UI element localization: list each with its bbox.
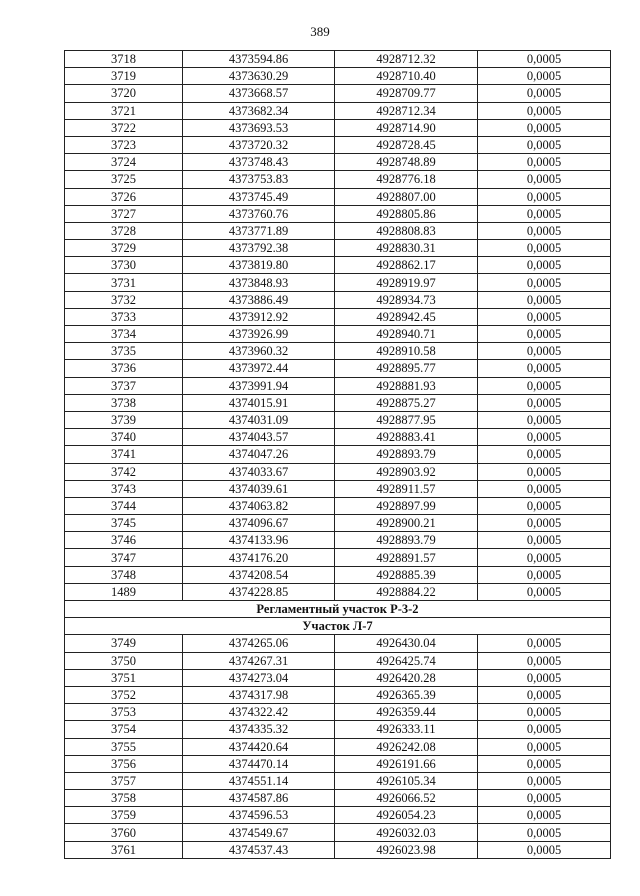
x-coordinate: 4374265.06	[183, 635, 335, 652]
accuracy: 0,0005	[478, 652, 611, 669]
y-coordinate: 4928883.41	[335, 429, 478, 446]
accuracy: 0,0005	[478, 377, 611, 394]
y-coordinate: 4928885.39	[335, 566, 478, 583]
table-row	[65, 222, 611, 239]
accuracy: 0,0005	[478, 721, 611, 738]
table-row	[65, 755, 611, 772]
x-coordinate: 4373819.80	[183, 257, 335, 274]
y-coordinate: 4926054.23	[335, 807, 478, 824]
x-coordinate: 4374031.09	[183, 411, 335, 428]
accuracy: 0,0005	[478, 463, 611, 480]
table-row	[65, 566, 611, 583]
y-coordinate: 4926032.03	[335, 824, 478, 841]
table-row	[65, 669, 611, 686]
y-coordinate: 4926359.44	[335, 704, 478, 721]
x-coordinate: 4373594.86	[183, 51, 335, 68]
table-row	[65, 790, 611, 807]
x-coordinate: 4373926.99	[183, 326, 335, 343]
x-coordinate: 4373720.32	[183, 136, 335, 153]
table-row	[65, 360, 611, 377]
accuracy: 0,0005	[478, 326, 611, 343]
accuracy: 0,0005	[478, 136, 611, 153]
point-number: 3726	[65, 188, 183, 205]
accuracy: 0,0005	[478, 308, 611, 325]
accuracy: 0,0005	[478, 807, 611, 824]
accuracy: 0,0005	[478, 480, 611, 497]
accuracy: 0,0005	[478, 51, 611, 68]
y-coordinate: 4928808.83	[335, 222, 478, 239]
accuracy: 0,0005	[478, 566, 611, 583]
page-number: 389	[310, 24, 330, 39]
y-coordinate: 4928712.34	[335, 102, 478, 119]
point-number: 3729	[65, 240, 183, 257]
table-row	[65, 291, 611, 308]
accuracy: 0,0005	[478, 240, 611, 257]
table-row	[65, 411, 611, 428]
y-coordinate: 4928776.18	[335, 171, 478, 188]
y-coordinate: 4926191.66	[335, 755, 478, 772]
x-coordinate: 4374537.43	[183, 841, 335, 858]
point-number: 3748	[65, 566, 183, 583]
point-number: 3731	[65, 274, 183, 291]
point-number: 3738	[65, 394, 183, 411]
accuracy: 0,0005	[478, 635, 611, 652]
point-number: 3725	[65, 171, 183, 188]
table-row	[65, 205, 611, 222]
table-row	[65, 721, 611, 738]
x-coordinate: 4374015.91	[183, 394, 335, 411]
y-coordinate: 4926333.11	[335, 721, 478, 738]
point-number: 3728	[65, 222, 183, 239]
accuracy: 0,0005	[478, 549, 611, 566]
accuracy: 0,0005	[478, 497, 611, 514]
subsection-title: Участок Л-7	[65, 618, 611, 635]
accuracy: 0,0005	[478, 429, 611, 446]
table-row	[65, 51, 611, 68]
x-coordinate: 4373912.92	[183, 308, 335, 325]
accuracy: 0,0005	[478, 360, 611, 377]
x-coordinate: 4373760.76	[183, 205, 335, 222]
point-number: 3737	[65, 377, 183, 394]
y-coordinate: 4926430.04	[335, 635, 478, 652]
accuracy: 0,0005	[478, 686, 611, 703]
y-coordinate: 4928942.45	[335, 308, 478, 325]
accuracy: 0,0005	[478, 85, 611, 102]
table-row	[65, 257, 611, 274]
point-number: 3733	[65, 308, 183, 325]
table-row	[65, 377, 611, 394]
accuracy: 0,0005	[478, 704, 611, 721]
point-number: 3723	[65, 136, 183, 153]
point-number: 3760	[65, 824, 183, 841]
table-row	[65, 119, 611, 136]
y-coordinate: 4928714.90	[335, 119, 478, 136]
table-row	[65, 188, 611, 205]
point-number: 3732	[65, 291, 183, 308]
point-number: 3758	[65, 790, 183, 807]
table-row	[65, 635, 611, 652]
y-coordinate: 4928709.77	[335, 85, 478, 102]
accuracy: 0,0005	[478, 119, 611, 136]
x-coordinate: 4374549.67	[183, 824, 335, 841]
x-coordinate: 4373748.43	[183, 154, 335, 171]
y-coordinate: 4926425.74	[335, 652, 478, 669]
point-number: 3735	[65, 343, 183, 360]
x-coordinate: 4373630.29	[183, 68, 335, 85]
x-coordinate: 4374470.14	[183, 755, 335, 772]
y-coordinate: 4928893.79	[335, 532, 478, 549]
point-number: 3754	[65, 721, 183, 738]
x-coordinate: 4373972.44	[183, 360, 335, 377]
table-row	[65, 463, 611, 480]
point-number: 1489	[65, 583, 183, 600]
x-coordinate: 4374317.98	[183, 686, 335, 703]
point-number: 3757	[65, 772, 183, 789]
accuracy: 0,0005	[478, 669, 611, 686]
point-number: 3755	[65, 738, 183, 755]
y-coordinate: 4926242.08	[335, 738, 478, 755]
table-row	[65, 85, 611, 102]
point-number: 3722	[65, 119, 183, 136]
x-coordinate: 4374228.85	[183, 583, 335, 600]
coordinates-table	[64, 50, 611, 859]
accuracy: 0,0005	[478, 772, 611, 789]
accuracy: 0,0005	[478, 102, 611, 119]
table-row	[65, 154, 611, 171]
table-body-before	[65, 51, 611, 601]
x-coordinate: 4374273.04	[183, 669, 335, 686]
accuracy: 0,0005	[478, 755, 611, 772]
y-coordinate: 4928919.97	[335, 274, 478, 291]
y-coordinate: 4928830.31	[335, 240, 478, 257]
x-coordinate: 4374176.20	[183, 549, 335, 566]
table-row	[65, 549, 611, 566]
point-number: 3719	[65, 68, 183, 85]
point-number: 3739	[65, 411, 183, 428]
x-coordinate: 4373668.57	[183, 85, 335, 102]
accuracy: 0,0005	[478, 583, 611, 600]
accuracy: 0,0005	[478, 790, 611, 807]
y-coordinate: 4928712.32	[335, 51, 478, 68]
x-coordinate: 4374133.96	[183, 532, 335, 549]
x-coordinate: 4374587.86	[183, 790, 335, 807]
table-body-after	[65, 635, 611, 858]
x-coordinate: 4374322.42	[183, 704, 335, 721]
x-coordinate: 4373792.38	[183, 240, 335, 257]
point-number: 3741	[65, 446, 183, 463]
accuracy: 0,0005	[478, 532, 611, 549]
table-row	[65, 171, 611, 188]
point-number: 3747	[65, 549, 183, 566]
point-number: 3751	[65, 669, 183, 686]
point-number: 3734	[65, 326, 183, 343]
y-coordinate: 4926023.98	[335, 841, 478, 858]
x-coordinate: 4374063.82	[183, 497, 335, 514]
table-row	[65, 446, 611, 463]
point-number: 3724	[65, 154, 183, 171]
table-row	[65, 686, 611, 703]
table-row	[65, 515, 611, 532]
x-coordinate: 4373693.53	[183, 119, 335, 136]
table-row	[65, 583, 611, 600]
subsection-row	[65, 618, 611, 635]
accuracy: 0,0005	[478, 394, 611, 411]
accuracy: 0,0005	[478, 411, 611, 428]
y-coordinate: 4928748.89	[335, 154, 478, 171]
table-row	[65, 326, 611, 343]
x-coordinate: 4374267.31	[183, 652, 335, 669]
point-number: 3750	[65, 652, 183, 669]
point-number: 3743	[65, 480, 183, 497]
point-number: 3749	[65, 635, 183, 652]
point-number: 3746	[65, 532, 183, 549]
point-number: 3756	[65, 755, 183, 772]
y-coordinate: 4928891.57	[335, 549, 478, 566]
y-coordinate: 4928940.71	[335, 326, 478, 343]
accuracy: 0,0005	[478, 738, 611, 755]
table-row	[65, 807, 611, 824]
table-row	[65, 240, 611, 257]
x-coordinate: 4373848.93	[183, 274, 335, 291]
table-row	[65, 394, 611, 411]
table-row	[65, 343, 611, 360]
accuracy: 0,0005	[478, 291, 611, 308]
x-coordinate: 4374208.54	[183, 566, 335, 583]
accuracy: 0,0005	[478, 841, 611, 858]
y-coordinate: 4926105.34	[335, 772, 478, 789]
table-row	[65, 68, 611, 85]
point-number: 3718	[65, 51, 183, 68]
y-coordinate: 4928884.22	[335, 583, 478, 600]
point-number: 3759	[65, 807, 183, 824]
table-row	[65, 532, 611, 549]
y-coordinate: 4928893.79	[335, 446, 478, 463]
table-row	[65, 772, 611, 789]
point-number: 3736	[65, 360, 183, 377]
accuracy: 0,0005	[478, 154, 611, 171]
accuracy: 0,0005	[478, 824, 611, 841]
point-number: 3720	[65, 85, 183, 102]
y-coordinate: 4926365.39	[335, 686, 478, 703]
section-title: Регламентный участок Р-3-2	[65, 601, 611, 618]
y-coordinate: 4928895.77	[335, 360, 478, 377]
x-coordinate: 4373886.49	[183, 291, 335, 308]
y-coordinate: 4928875.27	[335, 394, 478, 411]
table-row	[65, 274, 611, 291]
x-coordinate: 4373960.32	[183, 343, 335, 360]
point-number: 3761	[65, 841, 183, 858]
table-row	[65, 497, 611, 514]
y-coordinate: 4926420.28	[335, 669, 478, 686]
table-row	[65, 480, 611, 497]
table-row	[65, 652, 611, 669]
y-coordinate: 4928897.99	[335, 497, 478, 514]
point-number: 3740	[65, 429, 183, 446]
y-coordinate: 4928910.58	[335, 343, 478, 360]
y-coordinate: 4928900.21	[335, 515, 478, 532]
accuracy: 0,0005	[478, 274, 611, 291]
table-row	[65, 738, 611, 755]
x-coordinate: 4374043.57	[183, 429, 335, 446]
point-number: 3742	[65, 463, 183, 480]
y-coordinate: 4928728.45	[335, 136, 478, 153]
x-coordinate: 4373991.94	[183, 377, 335, 394]
accuracy: 0,0005	[478, 171, 611, 188]
y-coordinate: 4928807.00	[335, 188, 478, 205]
accuracy: 0,0005	[478, 205, 611, 222]
y-coordinate: 4928805.86	[335, 205, 478, 222]
point-number: 3730	[65, 257, 183, 274]
x-coordinate: 4373682.34	[183, 102, 335, 119]
accuracy: 0,0005	[478, 515, 611, 532]
point-number: 3721	[65, 102, 183, 119]
accuracy: 0,0005	[478, 446, 611, 463]
table-row	[65, 704, 611, 721]
section-headers	[65, 601, 611, 635]
accuracy: 0,0005	[478, 222, 611, 239]
x-coordinate: 4374420.64	[183, 738, 335, 755]
point-number: 3753	[65, 704, 183, 721]
table-row	[65, 824, 611, 841]
point-number: 3727	[65, 205, 183, 222]
x-coordinate: 4374596.53	[183, 807, 335, 824]
x-coordinate: 4374335.32	[183, 721, 335, 738]
x-coordinate: 4373771.89	[183, 222, 335, 239]
table-row	[65, 429, 611, 446]
x-coordinate: 4373753.83	[183, 171, 335, 188]
y-coordinate: 4928881.93	[335, 377, 478, 394]
point-number: 3752	[65, 686, 183, 703]
point-number: 3744	[65, 497, 183, 514]
x-coordinate: 4374047.26	[183, 446, 335, 463]
y-coordinate: 4928862.17	[335, 257, 478, 274]
accuracy: 0,0005	[478, 257, 611, 274]
x-coordinate: 4374096.67	[183, 515, 335, 532]
x-coordinate: 4374033.67	[183, 463, 335, 480]
x-coordinate: 4374551.14	[183, 772, 335, 789]
accuracy: 0,0005	[478, 343, 611, 360]
y-coordinate: 4928877.95	[335, 411, 478, 428]
table-row	[65, 308, 611, 325]
x-coordinate: 4374039.61	[183, 480, 335, 497]
section-row	[65, 601, 611, 618]
accuracy: 0,0005	[478, 188, 611, 205]
point-number: 3745	[65, 515, 183, 532]
y-coordinate: 4928710.40	[335, 68, 478, 85]
accuracy: 0,0005	[478, 68, 611, 85]
y-coordinate: 4928903.92	[335, 463, 478, 480]
y-coordinate: 4928934.73	[335, 291, 478, 308]
y-coordinate: 4926066.52	[335, 790, 478, 807]
x-coordinate: 4373745.49	[183, 188, 335, 205]
table-row	[65, 102, 611, 119]
table-row	[65, 136, 611, 153]
y-coordinate: 4928911.57	[335, 480, 478, 497]
table-row	[65, 841, 611, 858]
